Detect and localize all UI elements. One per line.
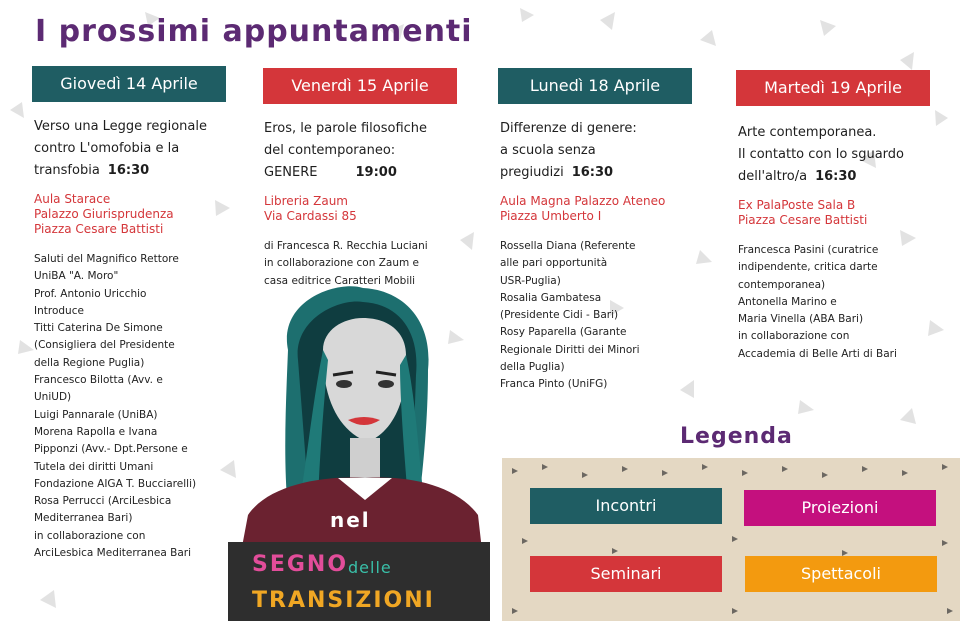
event-speakers: di Francesca R. Recchia Luciani in collaborazione con Zaum e casa editrice Caratteri Mobili — [264, 240, 428, 287]
date-banner-2: Venerdì 15 Aprile — [263, 68, 457, 104]
event-topic: Arte contemporanea. Il contatto con lo sguardo dell'altro/a 16:30 — [738, 125, 904, 184]
poster-text-delle: delle — [348, 558, 392, 577]
date-banner-1: Giovedì 14 Aprile — [32, 66, 226, 102]
event-time: 19:00 — [355, 165, 397, 180]
event-column-1 — [34, 116, 234, 562]
event-topic: Verso una Legge regionale contro L'omofobia e la transfobia 16:30 — [34, 119, 207, 178]
legend-incontri: Incontri — [530, 488, 722, 524]
poster-text-nel: nel — [330, 508, 371, 532]
event-column-4 — [738, 122, 953, 363]
legend-title: Legenda — [680, 424, 793, 449]
date-banner-3: Lunedì 18 Aprile — [498, 68, 692, 104]
event-topic: Differenze di genere: a scuola senza pregiudizi 16:30 — [500, 121, 637, 180]
event-time: 16:30 — [815, 169, 857, 184]
event-column-2 — [264, 118, 474, 290]
event-time: 16:30 — [107, 163, 150, 178]
poster-text-transizioni: TRANSIZIONI — [252, 588, 435, 613]
event-place: Aula Magna Palazzo Ateneo Piazza Umberto I — [500, 194, 666, 223]
event-speakers: Francesca Pasini (curatrice indipendente, critica darte contemporanea) Antonella Marino e Maria Vinella (ABA Bari) in collaborazione con Accademia di Belle Arti di Bari — [738, 244, 897, 360]
poster-text-segno: SEGNO — [252, 552, 349, 577]
event-speakers: Rossella Diana (Referente alle pari opportunità USR-Puglia) Rosalia Gambatesa (Presidente Cidi - Bari) Rosy Paparella (Garante Regionale Diritti dei Minori della Puglia) Franca Pinto (UniFG) — [500, 240, 640, 391]
page-title: I prossimi appuntamenti — [35, 14, 473, 49]
event-time: 16:30 — [571, 165, 614, 180]
legend-seminari: Seminari — [530, 556, 722, 592]
event-column-3 — [500, 118, 710, 394]
date-banner-4: Martedì 19 Aprile — [736, 70, 930, 106]
event-topic: Eros, le parole filosofiche del contemporaneo: GENERE 19:00 — [264, 121, 428, 180]
event-place: Aula Starace Palazzo Giurisprudenza Piazza Cesare Battisti — [34, 192, 174, 236]
legend-proiezioni: Proiezioni — [744, 490, 936, 526]
event-speakers: Saluti del Magnifico Rettore UniBA "A. Moro" Prof. Antonio Uricchio Introduce Titti Caterina De Simone (Consigliera del Presidente della Regione Puglia) Francesco Bilotta (Avv. e UniUD) Luigi Pannarale (UniBA) Morena Rapolla e Ivana Pipponzi (Avv.- Dpt.Persone e Tutela dei diritti Umani Fondazione AIGA T. Bucciarelli) Rosa Perrucci (ArciLesbica Mediterranea Bari) in collaborazione con ArciLesbica Mediterranea Bari — [34, 253, 197, 560]
event-place: Ex PalaPoste Sala B Piazza Cesare Battisti — [738, 198, 868, 227]
legend-pattern — [502, 458, 960, 621]
event-place: Libreria Zaum Via Cardassi 85 — [264, 194, 357, 223]
legend-panel — [502, 458, 960, 621]
legend-spettacoli: Spettacoli — [745, 556, 937, 592]
